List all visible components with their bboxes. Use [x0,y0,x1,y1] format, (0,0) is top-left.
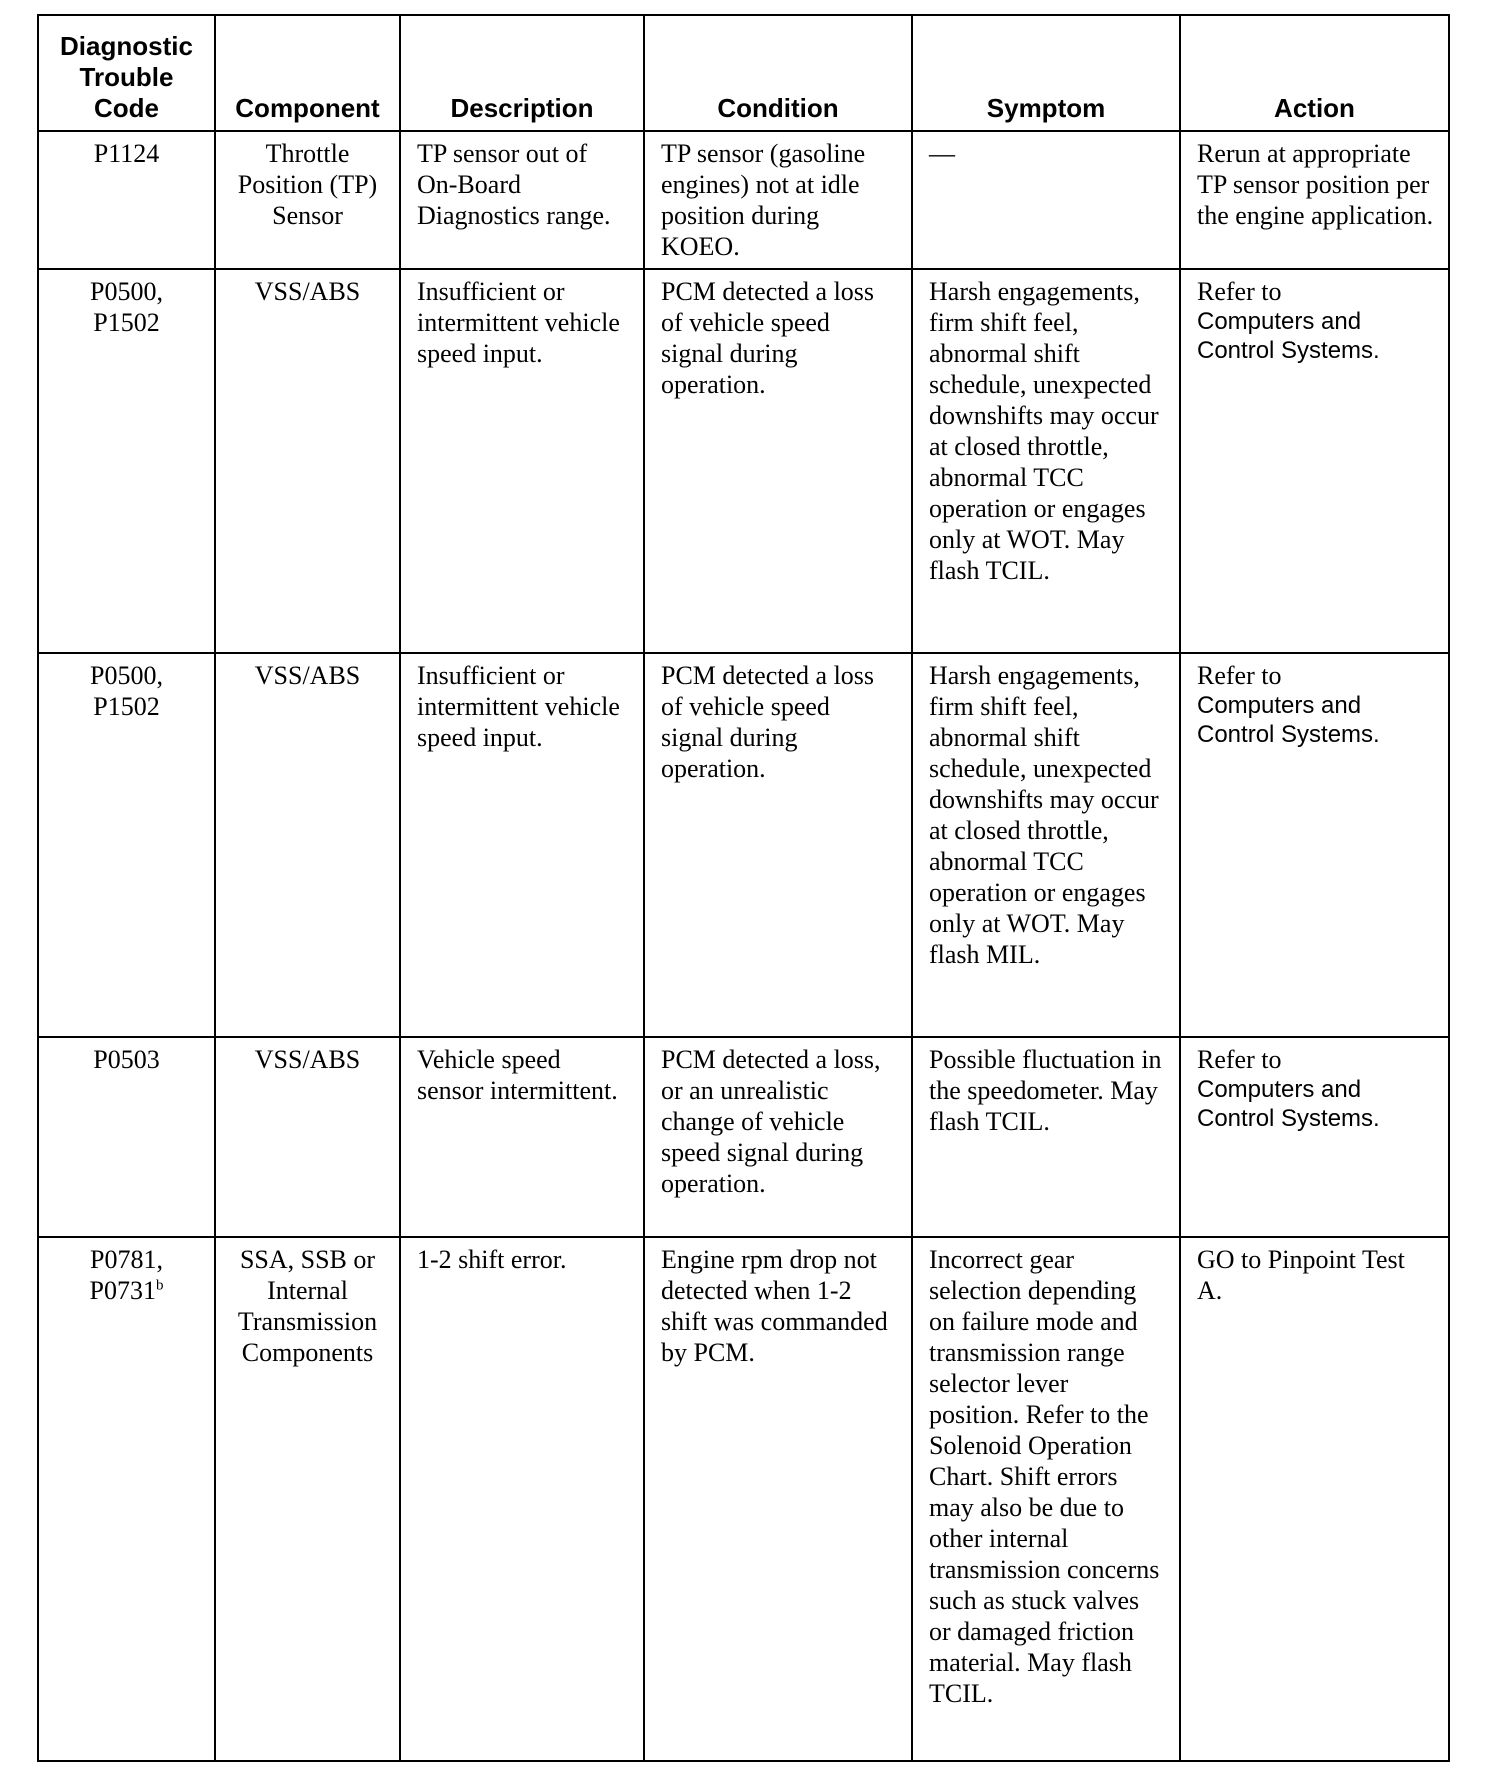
dtc-code: P0500, [90,277,163,306]
table-row [38,269,1449,653]
header-action: Action [1180,15,1449,131]
header-condition: Condition [644,15,912,131]
component-cell: VSS/ABS [215,269,400,653]
component-cell: Throttle Position (TP) Sensor [215,131,400,269]
description-cell: Insufficient or intermittent vehicle speed input. [400,653,644,1037]
action-cell: Rerun at appropriate TP sensor position per the engine application. [1180,131,1449,269]
header-component: Component [215,15,400,131]
action-prefix: Refer to [1197,1045,1282,1074]
dtc-table [37,14,1450,1762]
condition-cell: PCM detected a loss of vehicle speed signal during operation. [644,269,912,653]
dtc-code: P0500, [90,661,163,690]
component-cell: VSS/ABS [215,653,400,1037]
action-cell [1180,653,1449,1037]
symptom-cell: Harsh engagements, firm shift feel, abnormal shift schedule, unexpected downshifts may occur at closed throttle, abnormal TCC operation or engages only at WOT. May flash TCIL. [912,269,1180,653]
dtc-cell [38,269,215,653]
symptom-cell: — [912,131,1180,269]
component-cell: SSA, SSB or Internal Transmission Components [215,1237,400,1761]
dtc-code: P1124 [93,139,160,168]
description-cell: 1-2 shift error. [400,1237,644,1761]
dtc-cell [38,653,215,1037]
action-reference: Computers and Control Systems. [1197,308,1380,364]
description-cell: Insufficient or intermittent vehicle speed input. [400,269,644,653]
header-description: Description [400,15,644,131]
dtc-code: P0781, [90,1245,163,1274]
dtc-code: P1502 [93,692,160,721]
symptom-cell: Incorrect gear selection depending on failure mode and transmission range selector lever position. Refer to the Solenoid Operation Chart. Shift errors may also be due to other internal transmission concerns such as stuck valves or damaged friction material. May flash TCIL. [912,1237,1180,1761]
condition-cell: PCM detected a loss of vehicle speed signal during operation. [644,653,912,1037]
table-row [38,1037,1449,1237]
dtc-code: P0731 [89,1276,156,1305]
action-prefix: Refer to [1197,277,1282,306]
action-prefix: Refer to [1197,661,1282,690]
description-cell: Vehicle speed sensor intermittent. [400,1037,644,1237]
table-row [38,653,1449,1037]
dtc-cell [38,131,215,269]
dtc-cell [38,1237,215,1761]
header-row [38,15,1449,131]
action-reference: Computers and Control Systems. [1197,1076,1380,1132]
symptom-cell: Harsh engagements, firm shift feel, abnormal shift schedule, unexpected downshifts may occur at closed throttle, abnormal TCC operation or engages only at WOT. May flash MIL. [912,653,1180,1037]
action-reference: Computers and Control Systems. [1197,692,1380,748]
component-cell: VSS/ABS [215,1037,400,1237]
table-row [38,131,1449,269]
symptom-cell: Possible fluctuation in the speedometer. May flash TCIL. [912,1037,1180,1237]
footnote-marker: b [155,1277,164,1294]
action-cell: GO to Pinpoint Test A. [1180,1237,1449,1761]
header-dtc: Diagnostic Trouble Code [38,15,215,131]
table-row [38,1237,1449,1761]
condition-cell: PCM detected a loss, or an unrealistic change of vehicle speed signal during operation. [644,1037,912,1237]
description-cell: TP sensor out of On-Board Diagnostics range. [400,131,644,269]
action-cell [1180,269,1449,653]
dtc-cell [38,1037,215,1237]
dtc-code: P0503 [93,1045,160,1074]
header-symptom: Symptom [912,15,1180,131]
condition-cell: Engine rpm drop not detected when 1-2 shift was commanded by PCM. [644,1237,912,1761]
dtc-code: P1502 [93,308,160,337]
dtc-code-with-footnote [47,1275,206,1306]
action-cell [1180,1037,1449,1237]
condition-cell: TP sensor (gasoline engines) not at idle position during KOEO. [644,131,912,269]
